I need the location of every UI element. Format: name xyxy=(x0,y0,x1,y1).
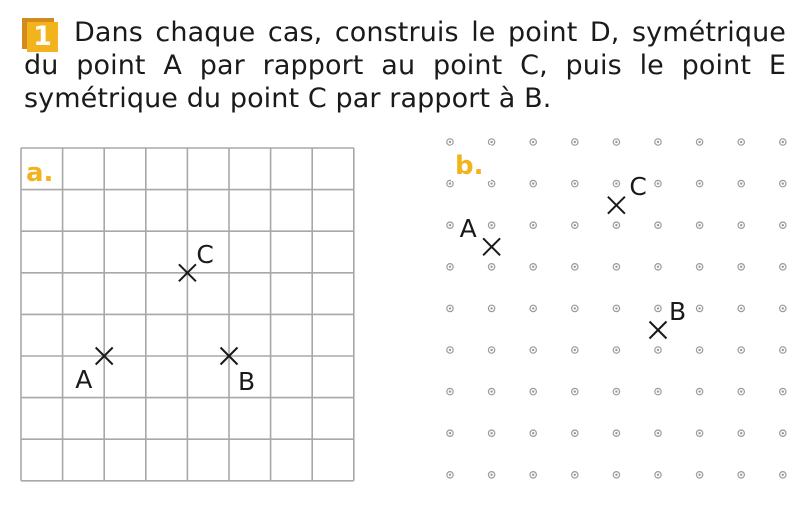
grid-dot-center xyxy=(782,390,784,392)
grid-dot-center xyxy=(782,266,784,268)
grid-dot-center xyxy=(490,390,492,392)
grid-dot-center xyxy=(615,224,617,226)
grid-dot-center xyxy=(532,224,534,226)
point-a-c-label: C xyxy=(196,239,214,269)
grid-dot-center xyxy=(698,349,700,351)
point-b-c-label: C xyxy=(629,172,647,202)
grid-dot-center xyxy=(574,266,576,268)
grid-dot-center xyxy=(574,432,576,434)
grid-dot-center xyxy=(740,224,742,226)
grid-dot-center xyxy=(449,141,451,143)
grid-dot-center xyxy=(574,141,576,143)
grid-dot-center xyxy=(532,349,534,351)
grid-dot-center xyxy=(782,141,784,143)
grid-dot-center xyxy=(532,182,534,184)
grid-dot-center xyxy=(698,224,700,226)
grid-dot-center xyxy=(657,224,659,226)
grid-dot-center xyxy=(490,182,492,184)
part-b-points xyxy=(460,172,687,338)
dot-grid xyxy=(447,139,786,478)
grid-dot-center xyxy=(490,349,492,351)
grid-dot-center xyxy=(657,266,659,268)
grid-dot-center xyxy=(782,224,784,226)
grid-dot-center xyxy=(657,182,659,184)
grid-dot-center xyxy=(615,474,617,476)
grid-dot-center xyxy=(657,474,659,476)
grid-dot-center xyxy=(740,432,742,434)
grid-dot-center xyxy=(532,390,534,392)
grid-dot-center xyxy=(449,266,451,268)
grid-dot-center xyxy=(698,432,700,434)
grid-dot-center xyxy=(490,474,492,476)
grid-dot-center xyxy=(449,349,451,351)
grid-dot-center xyxy=(698,390,700,392)
grid-dot-center xyxy=(615,266,617,268)
grid-dot-center xyxy=(657,349,659,351)
grid-dot-center xyxy=(490,224,492,226)
grid-dot-center xyxy=(657,141,659,143)
grid-dot-center xyxy=(574,474,576,476)
grid-dot-center xyxy=(698,474,700,476)
grid-dot-center xyxy=(574,224,576,226)
point-a-b-label: B xyxy=(238,367,256,396)
grid-dot-center xyxy=(615,182,617,184)
grid-dot-center xyxy=(740,349,742,351)
grid-dot-center xyxy=(782,307,784,309)
grid-dot-center xyxy=(657,432,659,434)
grid-dot-center xyxy=(449,390,451,392)
point-a-a-label: A xyxy=(75,365,93,394)
grid-dot-center xyxy=(782,432,784,434)
grid-dot-center xyxy=(532,307,534,309)
point-b-b-label: B xyxy=(669,297,687,326)
grid-dot-center xyxy=(574,349,576,351)
part-a-points xyxy=(75,240,255,396)
grid-dot-center xyxy=(740,390,742,392)
grid-dot-center xyxy=(490,432,492,434)
grid-dot-center xyxy=(740,474,742,476)
grid-dot-center xyxy=(698,266,700,268)
grid-dot-center xyxy=(449,224,451,226)
grid-dot-center xyxy=(615,141,617,143)
square-grid xyxy=(21,148,354,481)
grid-dot-center xyxy=(574,307,576,309)
grid-dot-center xyxy=(574,182,576,184)
grid-dot-center xyxy=(532,474,534,476)
grid-dot-center xyxy=(698,182,700,184)
grid-dot-center xyxy=(532,141,534,143)
grid-dot-center xyxy=(698,141,700,143)
grid-dot-center xyxy=(782,474,784,476)
grid-dot-center xyxy=(532,432,534,434)
part-a-label: a. xyxy=(26,158,54,188)
grid-dot-center xyxy=(782,182,784,184)
grid-dot-center xyxy=(449,182,451,184)
point-b-a-label: A xyxy=(459,213,477,243)
exercise-instruction: Dans chaque cas, construis le point D, symétrique du point A par rapport au point C, puis le point E symétrique du point C par rapport à B. xyxy=(24,17,786,114)
grid-dot-center xyxy=(615,432,617,434)
grid-dot-center xyxy=(449,474,451,476)
grid-dot-center xyxy=(490,266,492,268)
grid-dot-center xyxy=(615,307,617,309)
exercise-number: 1 xyxy=(27,22,58,52)
grid-dot-center xyxy=(740,182,742,184)
grid-dot-center xyxy=(740,307,742,309)
grid-dot-center xyxy=(490,141,492,143)
part-b-label: b. xyxy=(455,151,484,181)
grid-dot-center xyxy=(449,432,451,434)
grid-dot-center xyxy=(782,349,784,351)
grid-dot-center xyxy=(490,307,492,309)
grid-dot-center xyxy=(657,307,659,309)
grid-dot-center xyxy=(449,307,451,309)
grid-dot-center xyxy=(740,141,742,143)
grid-dot-center xyxy=(740,266,742,268)
grid-dot-center xyxy=(698,307,700,309)
grid-dot-center xyxy=(615,390,617,392)
grid-dot-center xyxy=(657,390,659,392)
grid-dot-center xyxy=(532,266,534,268)
grid-dot-center xyxy=(574,390,576,392)
grid-dot-center xyxy=(615,349,617,351)
